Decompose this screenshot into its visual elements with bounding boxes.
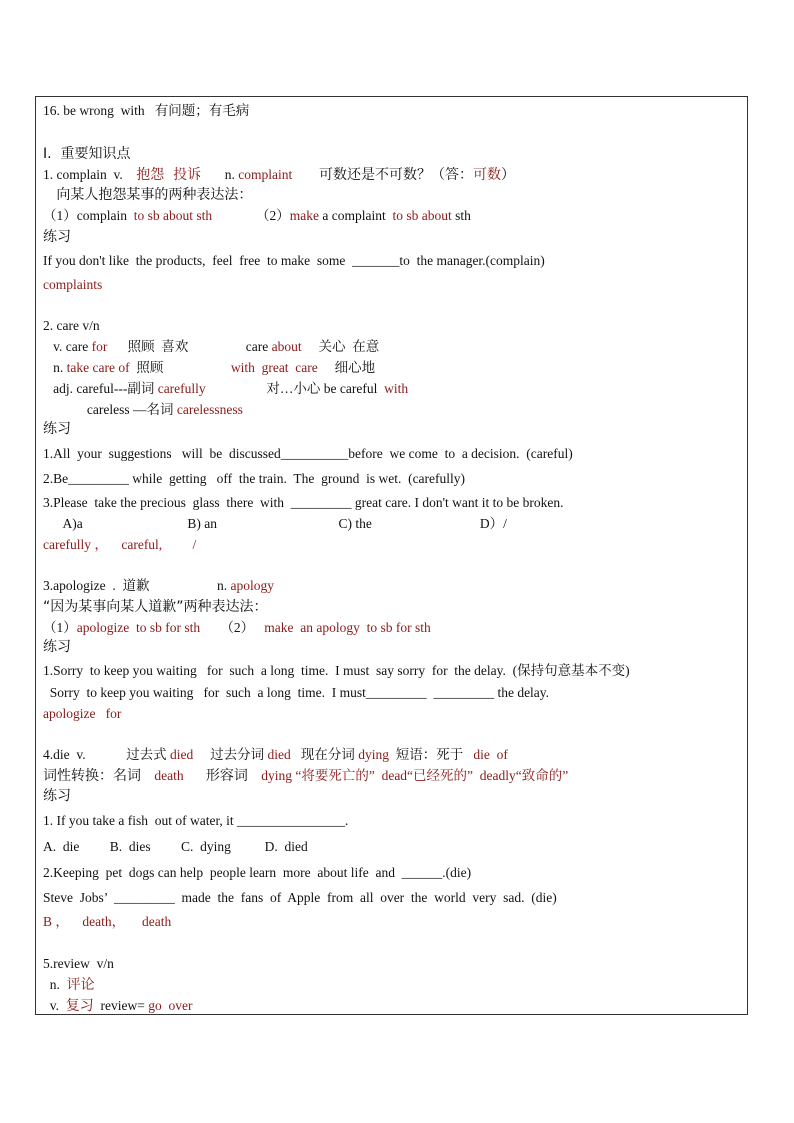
answer-line: apologize for xyxy=(43,706,122,721)
care-noun-line: n. take care of 照顾 with great care 细心地 xyxy=(43,360,376,375)
practice-label: 练习 xyxy=(43,229,71,245)
apologize-expressions-intro: “因为某事向某人道歉”两种表达法： xyxy=(43,599,268,615)
practice-question: 3.Please take the precious glass there with _________ great care. I don't want it to be broken. xyxy=(43,495,564,510)
practice-question: If you don't like the products, feel free to make some _______to the manager.(complain) xyxy=(43,253,545,268)
item-16-heading: 16. be wrong with 有问题；有毛病 xyxy=(43,103,250,118)
practice-question: 1.All your suggestions will be discussed__________before we come to a decision. (careful) xyxy=(43,446,573,461)
careless-line: careless —名词 carelessness xyxy=(43,402,243,417)
die-heading: 4.die v. 过去式 died 过去分词 died 现在分词 dying 短语：死于 die of xyxy=(43,747,508,762)
practice-question: 2.Keeping pet dogs can help people learn more about life and ______.(die) xyxy=(43,865,472,880)
complain-expressions: （1）complain to sb about sth （2）make a complaint to sb about sth xyxy=(43,208,471,223)
apologize-heading: 3.apologize . 道歉 n. apology xyxy=(43,578,274,593)
practice-question: 1. If you take a fish out of water, it ________________. xyxy=(43,813,349,828)
answer-line: carefully ， careful, / xyxy=(43,537,197,552)
review-heading: 5.review v/n xyxy=(43,956,114,971)
apologize-expressions: （1）apologize to sb for sth （2） make an apology to sb for sth xyxy=(43,620,431,635)
practice-label: 练习 xyxy=(43,421,71,437)
answer-options: A)a B) an C) the D）/ xyxy=(43,516,507,531)
care-heading: 2. care v/n xyxy=(43,318,100,333)
practice-question: Steve Jobs’ _________ made the fans of Apple from all over the world very sad. (die) xyxy=(43,890,557,905)
practice-question: Sorry to keep you waiting for such a long time. I must_________ _________ the delay. xyxy=(43,685,550,700)
practice-label: 练习 xyxy=(43,788,71,804)
care-adj-line: adj. careful---副词 carefully 对…小心 be careful with xyxy=(43,381,409,396)
complain-expressions-intro: 向某人抱怨某事的两种表达法： xyxy=(43,187,253,203)
practice-label: 练习 xyxy=(43,639,71,655)
answer-line: complaints xyxy=(43,277,103,292)
practice-question: 2.Be_________ while getting off the train. The ground is wet. (carefully) xyxy=(43,471,466,486)
review-verb-line: v. 复习 review= go over xyxy=(43,998,193,1014)
care-verb-line: v. care for 照顾 喜欢 care about 关心 在意 xyxy=(43,339,380,354)
section-title: I. 重要知识点 xyxy=(43,146,131,162)
answer-options: A. die B. dies C. dying D. died xyxy=(43,839,308,854)
practice-question: 1.Sorry to keep you waiting for such a long time. I must say sorry for the delay. (保持句意基本不变) xyxy=(43,663,630,678)
review-noun-line: n. 评论 xyxy=(43,977,95,993)
answer-line: B ， death， death xyxy=(43,914,172,929)
die-word-forms: 词性转换：名词 death 形容词 dying “将要死亡的” dead“已经死的” deadly“致命的” xyxy=(43,768,569,784)
complain-line: 1. complain v. 抱怨 投诉 n. complaint 可数还是不可数？（答：可数） xyxy=(43,167,515,183)
